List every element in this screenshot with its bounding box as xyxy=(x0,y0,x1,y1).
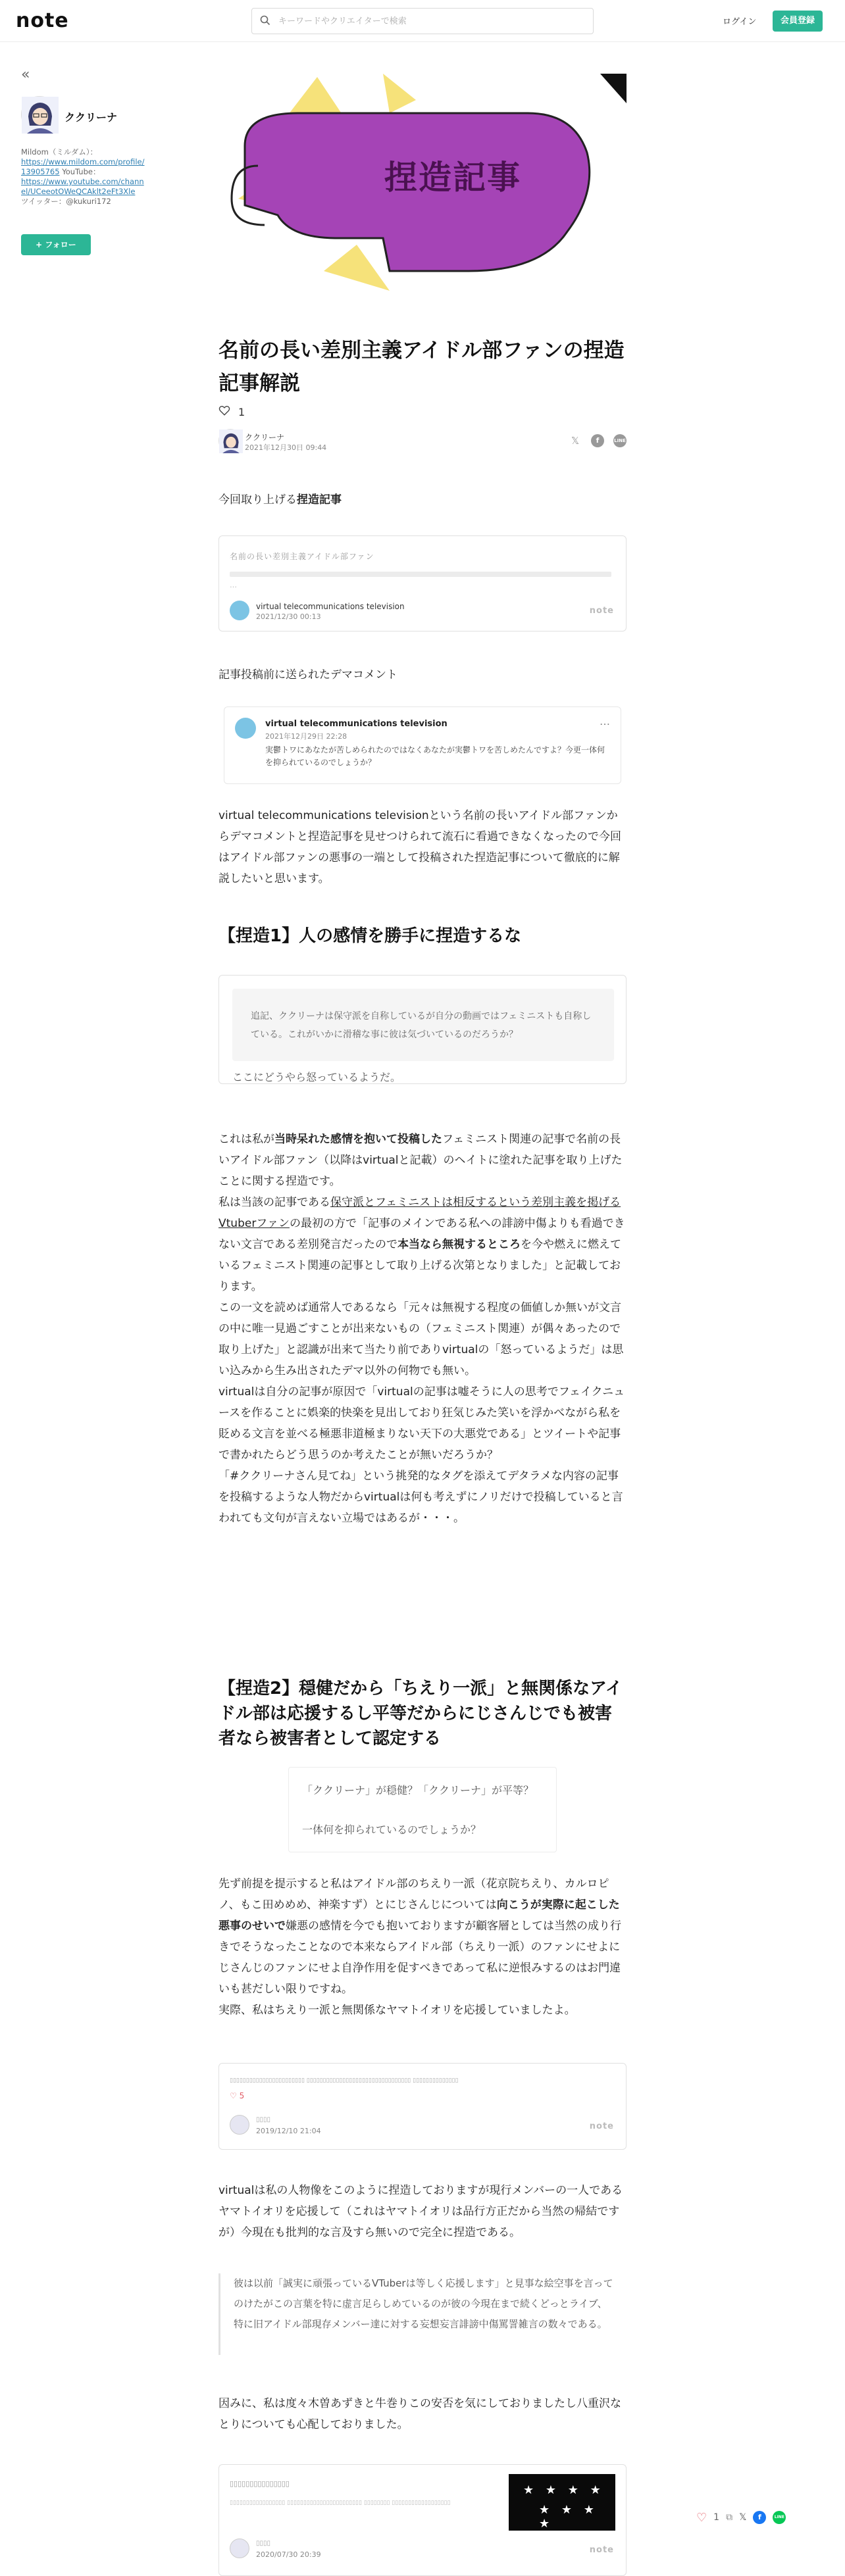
youtube-link[interactable]: https://www.youtube.com/channel/UCeeotOWeQCAklt2eFt3Xle xyxy=(21,177,144,196)
collapse-sidebar-icon[interactable]: « xyxy=(21,66,30,83)
facebook-share-icon[interactable]: f xyxy=(591,434,604,447)
p8-text: 実際、私はちえり一派と無関係なヤマトイオリを応援していましたよ。 xyxy=(218,2004,576,2017)
comment-author: virtual telecommunications television xyxy=(265,719,448,729)
paragraph-7 xyxy=(218,1873,627,2021)
mildom-link[interactable]: https://www.mildom.com/profile/13905765 xyxy=(21,157,145,176)
embed-card-author-icon xyxy=(230,601,249,620)
paragraph-10: 因みに、私は度々木曽あずきと牛巻りこの安否を気にしておりましたし八重沢なとりについても心配しておりました。 xyxy=(218,2397,621,2431)
creator-name[interactable]: ククリーナ xyxy=(64,111,118,124)
heart-icon[interactable] xyxy=(218,405,230,419)
embed-card-2-text: ▯▯▯▯▯▯▯▯▯▯▯▯▯▯▯▯▯▯▯▯▯▯▯ ▯▯▯▯▯▯▯▯▯▯▯▯▯▯▯▯▯▯▯▯▯▯▯▯▯▯▯▯▯▯▯▯ ▯▯▯▯▯▯▯▯▯▯▯▯▯▯ xyxy=(230,2077,459,2084)
quote-1-after: ここにどうやら怒っているようだ。 xyxy=(232,1071,401,1083)
follow-button[interactable]: + フォロー xyxy=(21,234,91,255)
facebook-share-footer-icon[interactable]: f xyxy=(753,2511,766,2524)
embedded-comment[interactable] xyxy=(224,706,621,784)
quote-2-line-1: 「ククリーナ」が穏健？「ククリーナ」が平等？ xyxy=(302,1784,534,1796)
bookmark-icon[interactable]: ⧉ xyxy=(726,2512,733,2523)
p3-text: を今や燃えに燃えているフェミニスト関連の記事として取り上げる次第となりました」と記載しております。 xyxy=(218,1238,621,1293)
login-link[interactable]: ログイン xyxy=(723,17,757,27)
p3-bold: 本当なら無視するところ xyxy=(397,1238,521,1251)
comment-date: 2021年12月29日 22:28 xyxy=(265,732,347,741)
author-name[interactable]: ククリーナ xyxy=(245,433,285,442)
intro-paragraph xyxy=(218,489,627,510)
p7-bold: 向こうが実際に起こした悪事のせいで xyxy=(218,1898,620,1933)
p3-text: 私は当該の記事である xyxy=(218,1196,330,1209)
embed-card-3-author-icon xyxy=(230,2539,249,2558)
top-header xyxy=(0,0,845,42)
article-title: 名前の長い差別主義アイドル部ファンの捏造記事解説 xyxy=(218,339,625,395)
x-share-footer-icon[interactable]: 𝕏 xyxy=(739,2512,747,2523)
embed-card-placeholder-line xyxy=(230,572,611,577)
embed-card-excerpt: … xyxy=(230,581,238,589)
embed-card[interactable] xyxy=(218,535,627,632)
quote-card-1 xyxy=(218,975,627,1084)
p4-text: この一文を読めば通常人であるなら「元々は無視する程度の価値しか無いが文言の中に唯一見過ごすことが出来ないもの（フェミニスト関連）が偶々あったので取り上げた」と認識が出来て当たり前でありvirtualの「怒っているようだ」は思い込みから生み出されたデマ以外の何物でも無い。 xyxy=(218,1301,624,1377)
search-box[interactable] xyxy=(251,8,594,34)
embed-card-3-note-logo: note xyxy=(589,2545,614,2555)
embed-card-author: virtual telecommunications television xyxy=(256,602,405,611)
embed-card-3-date: 2020/07/30 20:39 xyxy=(256,2550,321,2559)
paragraph-2 xyxy=(218,1129,627,1529)
line-share-footer-icon[interactable]: LINE xyxy=(773,2511,786,2524)
eyecatch-caption: 捏造記事 xyxy=(384,158,521,197)
embed-card-3-author: ▯▯▯▯ xyxy=(256,2540,271,2547)
floating-heart-icon[interactable]: ♡ xyxy=(696,2510,707,2525)
embed-card-2-author-icon xyxy=(230,2115,249,2135)
intro-bold: 捏造記事 xyxy=(297,493,342,507)
paragraph-9: virtualは私の人物像をこのように捏造しておりますが現行メンバーの一人であるヤマトイオリを応援して（これはヤマトイオリは品行方正だから当然の帰結ですが）今現在も批判的な言及すら無いので完全に捏造である。 xyxy=(218,2184,623,2239)
p2-text: これは私が xyxy=(218,1133,274,1146)
section-heading-1: 【捏造1】人の感情を勝手に捏造するな xyxy=(218,926,522,946)
paragraph-1: virtual telecommunications televisionという名前の長いアイドル部ファンからデマコメントと捏造記事を見せつけられて流石に看過できなくなったので今回はアイドル部ファンの悪事の一端として投稿された捏造記事について徹底的に解説したいと思います。 xyxy=(218,809,621,885)
embed-card-date: 2021/12/30 00:13 xyxy=(256,612,321,621)
quote-2-line-2: 一体何を抑られているのでしょうか？ xyxy=(302,1823,482,1836)
p2-text: フェミニスト関連の記事で名前の長いアイドル部ファン（以降はvirtualと記載）のヘイトに塗れた記事を取り上げたことに関する捏造です。 xyxy=(218,1133,623,1188)
p5-text: virtualは自分の記事が原因で「virtualの記事は嘘そうに人の思考でフェイクニュースを作ることに娯楽的快楽を見出しており狂気じみた笑いを浮かべながら私を貶める文言を並べる極悪非道極まりない天下の大悪党である」とツイートや記事で書かれたらどう思うのか考えたことが無いだろうか？ xyxy=(218,1385,625,1462)
embed-card-2[interactable] xyxy=(218,2063,627,2150)
quote-card-2 xyxy=(288,1767,557,1852)
signup-button[interactable]: 会員登録 xyxy=(773,11,823,32)
section-heading-2: 【捏造2】穏健だから「ちえり一派」と無関係なアイドル部は応援するし平等だからにじさんじでも被害者なら被害者として認定する xyxy=(218,1679,623,1748)
embed-card-3-stars: ★ ★ ★ ★ xyxy=(523,2483,605,2497)
comment-avatar xyxy=(235,718,256,739)
p6-text: 「#ククリーナさん見てね」という挑発的なタグを添えてデタラメな内容の記事を投稿するような人物だからvirtualは何も考えずにノリだけで投稿していると言われても文句が言えない立場ではあるが・・・。 xyxy=(218,1470,623,1525)
search-input[interactable] xyxy=(278,14,581,28)
p7-text: 嫌悪の感情を今でも抱いておりますが顧客層としては当然の成り行きでそうなったことなので本来ならアイドル部（ちえり一派）のファンにせよにじさんじのファンにせよ自浄作用を促すべきであって私に逆恨みするのはお門違いも甚だしい限りですね。 xyxy=(218,1920,621,1996)
publish-date: 2021年12月30日 09:44 xyxy=(245,443,327,452)
intro-text: 今回取り上げる xyxy=(218,493,297,507)
twitter-handle: ツイッター：@kukuri172 xyxy=(21,197,111,206)
search-icon xyxy=(260,15,270,28)
embed-card-2-note-logo: note xyxy=(589,2121,614,2131)
embed-card-3[interactable] xyxy=(218,2464,627,2576)
floating-like-count[interactable]: 1 xyxy=(713,2512,720,2523)
embed-card-3-text: ▯▯▯▯▯▯▯▯▯▯▯▯▯▯▯▯▯ ▯▯▯▯▯▯▯▯▯▯▯▯▯▯▯▯▯▯▯▯▯▯▯ ▯▯▯▯▯▯▯▯ ▯▯▯▯▯▯▯▯▯▯▯▯▯▯▯▯▯▯ xyxy=(230,2500,451,2506)
embed-card-2-likes: ♡ 5 xyxy=(230,2091,245,2100)
quote-1-text: 追記、ククリーナは保守派を自称しているが自分の動画ではフェミニストも自称している。これがいかに滑稽な事に彼は気づいているのだろうか？ xyxy=(251,1011,592,1040)
embed-card-3-stars-2: ★ ★ ★ ★ xyxy=(539,2503,598,2531)
embed-card-2-like-count: 5 xyxy=(239,2091,245,2100)
like-count[interactable]: 1 xyxy=(238,405,245,418)
blockquote-3 xyxy=(218,2273,627,2355)
embed-card-2-date: 2019/12/10 21:04 xyxy=(256,2127,321,2135)
author-avatar[interactable] xyxy=(218,429,242,453)
eyecatch-image xyxy=(218,74,627,291)
comment-text: 実鬱トワにあなたが苦しめられたのではなくあなたが実鬱トワを苦しめたんですよ？今更一体何を抑られているのでしょうか？ xyxy=(265,745,605,767)
comment-more-icon[interactable]: … xyxy=(600,715,610,728)
line-share-icon[interactable]: LINE xyxy=(613,434,627,447)
p2-bold: 当時呆れた感情を抱いて投稿した xyxy=(274,1133,442,1146)
author-row xyxy=(218,429,627,455)
x-share-icon[interactable]: 𝕏 xyxy=(571,435,580,447)
quote-3-text: 彼は以前「誠実に頑張っているVTuberは等しく応援します」と見事な絵空事を言ってのけたがこの言葉を特に虚言足らしめているのが彼の今現在まで続くどっとライブ、特に旧アイドル部現存メンバー達に対する妄想妄言誹謗中傷罵詈雑言の数々である。 xyxy=(234,2277,613,2330)
p7-text: 先ず前提を提示すると私はアイドル部のちえり一派（花京院ちえり、カルロピノ、もこ田めめめ、神楽すず）とにじさんじについては xyxy=(218,1877,609,1912)
bio-text: Mildom（ミルダム）： xyxy=(21,147,98,157)
like-area xyxy=(218,404,245,420)
quote-box-1 xyxy=(232,989,614,1061)
p3-text: の最初の方で「記事のメインである私への誹謗中傷よりも看過できない文言である差別発言だったので xyxy=(218,1217,625,1251)
embed-card-note-logo: note xyxy=(589,606,614,616)
embed-card-3-thumbnail xyxy=(509,2474,615,2531)
embed-card-title: 名前の長い差別主義アイドル部ファン xyxy=(230,552,374,561)
embed-card-3-title: ▯▯▯▯▯▯▯▯▯▯▯▯▯▯▯ xyxy=(230,2479,290,2488)
embed-card-2-author: ▯▯▯▯ xyxy=(256,2116,271,2123)
bio-text: YouTube： xyxy=(59,167,101,176)
note-logo[interactable]: note xyxy=(16,9,69,32)
creator-avatar[interactable] xyxy=(21,96,58,133)
creator-bio xyxy=(21,147,146,207)
floating-actions xyxy=(696,2508,834,2527)
share-buttons xyxy=(569,434,627,447)
pre-tweet-paragraph: 記事投稿前に送られたデマコメント xyxy=(218,668,397,681)
previous-article-link[interactable]: 保守派とフェミニストは相反するという差別主義を掲げるVtuberファン xyxy=(218,1196,621,1230)
